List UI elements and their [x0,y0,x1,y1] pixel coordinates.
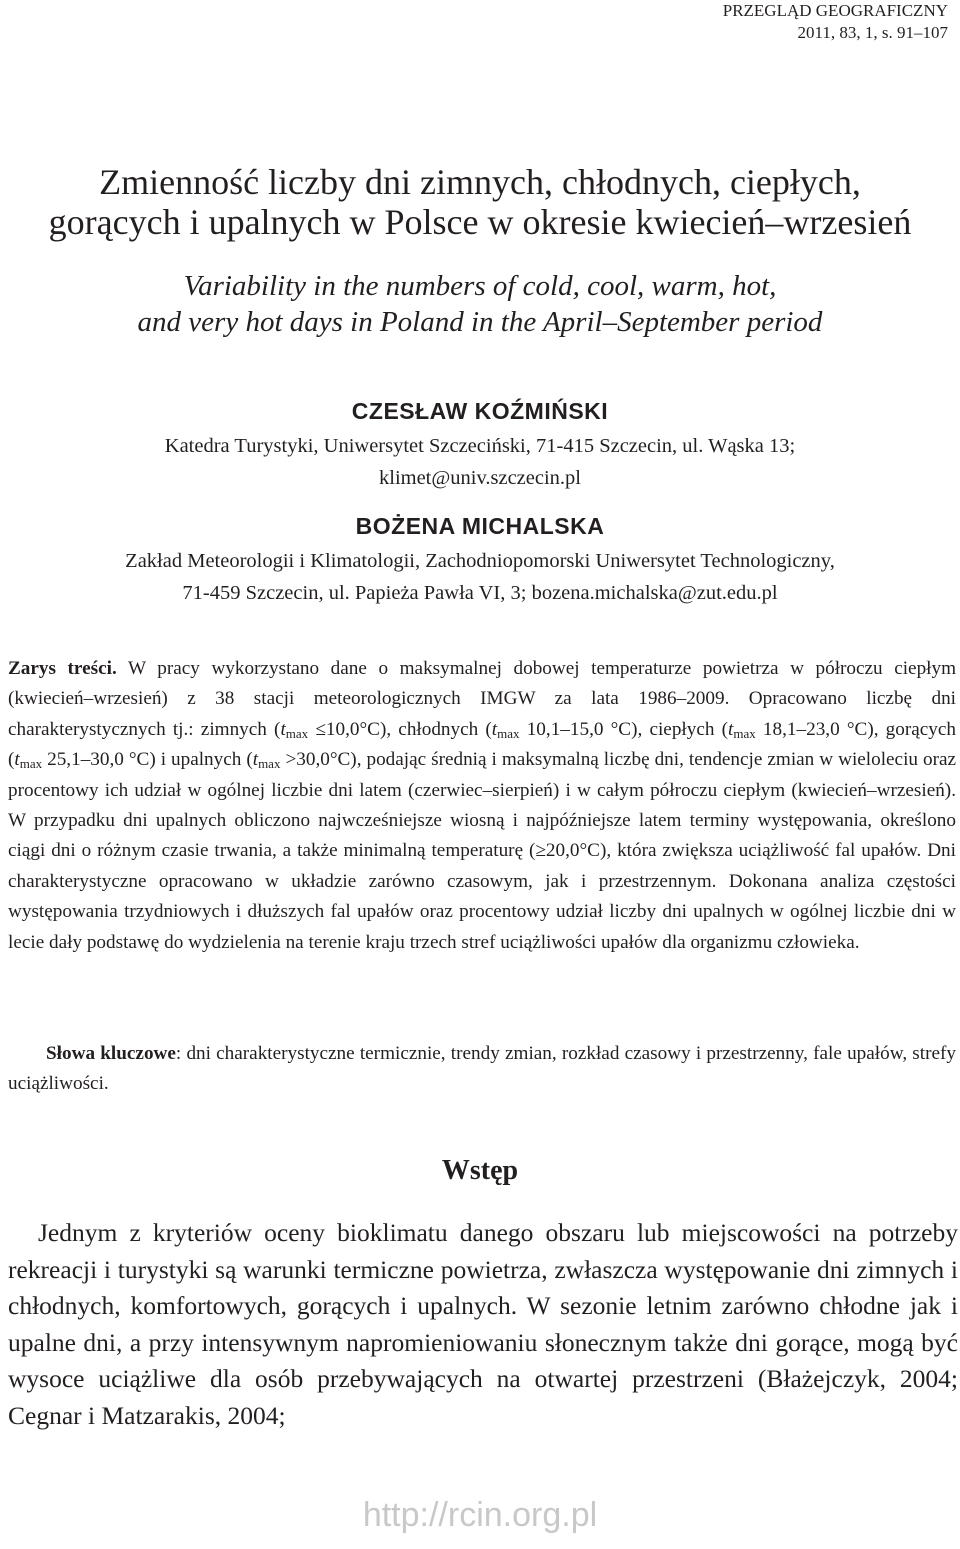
affiliation-1-line-1: Katedra Turystyki, Uniwersytet Szczeciński, 71-415 Szczecin, ul. Wąska 13; [164,435,796,457]
author-name-2: BOŻENA MICHALSKA [355,513,605,539]
keywords-paragraph [8,1039,956,1100]
subtitle-line-2: and very hot days in Poland in the April–September period [137,306,823,338]
section-heading: Wstęp [441,1155,519,1186]
journal-header [723,0,948,44]
article-title [0,162,960,242]
abstract-paragraph: Zarys treści. W pracy wykorzystano dane o maksymalnej dobowej temperaturze powietrza w półroczu ciepłym (kwiecień–wrzesień) z 38 stacji meteorologicznych IMGW za lata 1986–2009. Opracowano liczbę dni charakterystycznych tj.: zimnych $(t_{max} \le 10,0^\circ C)$, chłodnych ($t_{max}$ 10,1–15,0 °C), ciepłych ($t_{max}$ 18,1–23,0 °C), gorących ($t_{max}$ 25,1–30,0 °C) i upalnych $(t_{max} >30,0^\circ C)$, podając średnią i maksymalną liczbę dni, tendencje zmian w wieloleciu oraz procentowy ich udział w ogólnej liczbie dni latem (czerwiec–sierpień) i w całym półroczu ciepłym (kwiecień–wrzesień). W przypadku dni upalnych obliczono najwcześniejsze wiosną i najpóźniejsze latem terminy występowania, określono ciągi dni o różnym czasie trwania, a także minimalną temperaturę (≥20,0°C), która zwiększa uciążliwość fal upałów. Dni charakterystyczne opracowano w układzie zarówno czasowym, jak i przestrzennym. Dokonana analiza częstości występowania trzydniowych i dłuższych fal upałów oraz procentowy udział liczby dni upalnych w ogólnej liczbie dni w lecie dały podstawę do wydzielenia na terenie kraju trzech stref uciążliwości upałów dla organizmu człowieka. [8,658,957,953]
keywords-label: Słowa kluczowe [46,1043,176,1064]
subtitle-line-1: Variability in the numbers of cold, cool, warm, hot, [183,270,777,302]
journal-citation: 2011, 83, 1, s. 91–107 [797,23,948,42]
article-subtitle-english [0,268,960,340]
keywords-text: : dni charakterystyczne termicznie, trendy zmian, rozkład czasowy i przestrzenny, fale upałów, strefy uciążliwości. [8,1043,956,1095]
affiliation-1-email: klimet@univ.szczecin.pl [379,467,581,489]
author-affiliation-2 [0,545,960,609]
title-line-2: gorących i upalnych w Polsce w okresie kwiecień–wrzesień [48,202,912,242]
watermark-url: http://rcin.org.pl [362,1496,598,1534]
journal-name: PRZEGLĄD GEOGRAFICZNY [722,1,948,20]
author-affiliation-1 [0,430,960,494]
author-name-1: CZESŁAW KOŹMIŃSKI [351,398,609,424]
abstract-heading: Zarys treści. [8,658,117,679]
intro-paragraph: Jednym z kryteriów oceny bioklimatu danego obszaru lub miejscowości na potrzeby rekreacji i turystyki są warunki termiczne powietrza, zwłaszcza występowanie dni zimnych i chłodnych, komfortowych, gorących i upalnych. W sezonie letnim zarówno chłodne jak i upalne dni, a przy intensywnym napromieniowaniu słonecznym także dni gorące, mogą być wysoce uciążliwe dla osób przebywających na otwartej przestrzeni (Błażejczyk, 2004; Cegnar i Matzarakis, 2004; [8,1218,958,1430]
affiliation-2-line-2: 71-459 Szczecin, ul. Papieża Pawła VI, 3; bozena.michalska@zut.edu.pl [182,582,778,604]
affiliation-2-line-1: Zakład Meteorologii i Klimatologii, Zachodniopomorski Uniwersytet Technologiczny, [125,550,835,572]
title-line-1: Zmienność liczby dni zimnych, chłodnych, ciepłych, [99,162,861,202]
